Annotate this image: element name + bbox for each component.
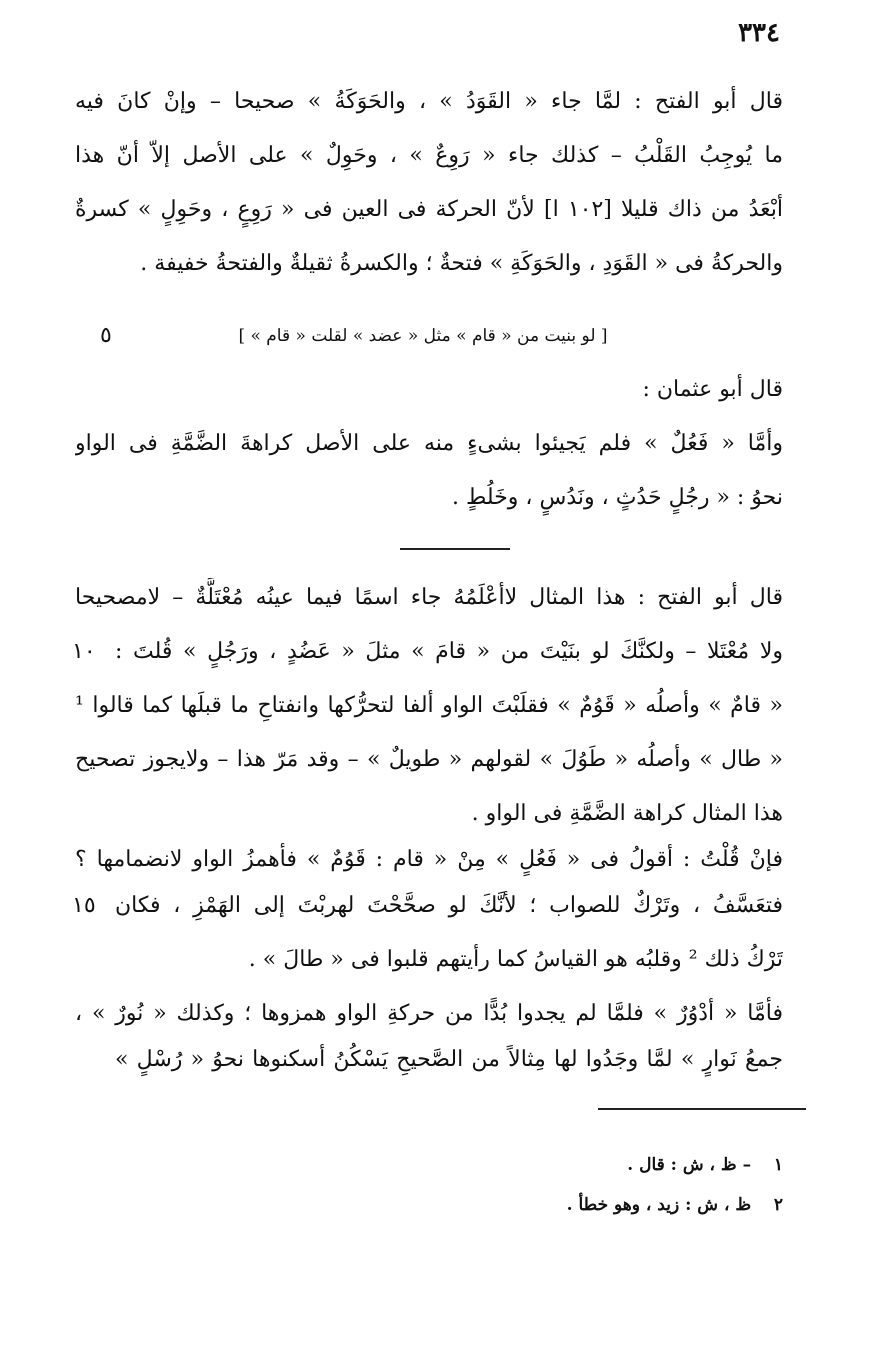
text-line: « قامٌ » وأصلُه « قَوُمٌ » فقلَبْتَ الواو ألفا لتحرُّكها وانفتاحِ ما قبلَها كما قالوا ¹ [75,693,783,718]
footnote-text: – ظ ، ش : قال . [627,1155,752,1175]
line-number: ٥ [100,323,112,348]
line-number: ١٥ [72,893,96,918]
footnote [567,1190,783,1220]
footnote-text: ظ ، ش : زيد ، وهو خطأ . [566,1195,752,1215]
text-line: ما يُوجِبُ القَلْبُ – كذلك جاء « رَوِعٌ » ، وحَوِلٌ » على الأصل إلاّ أنّ هذا [75,143,783,168]
line-number: ١٠ [72,639,96,664]
text-line: جمعُ نَوارٍ » لمَّا وجَدُوا لها مِثالاً من الصَّحيحِ يَسْكُنُ أسكنوها نحوُ « رُسْلٍ » [115,1047,783,1072]
section-divider [400,548,510,550]
footnote-number: ٢ [773,1195,783,1215]
footnote-number: ١ [773,1155,783,1175]
text-line: قال أبو الفتح : لمَّا جاء « القَوَدُ » ، والحَوَكَةُ » صحيحا – وإنْ كانَ فيه [75,89,783,114]
page-number: ٣٣٤ [738,18,780,48]
text-line: والحركةُ فى « القَوَدِ ، والحَوَكَةِ » فتحةٌ ؛ والكسرةُ ثقيلةٌ والفتحةُ خفيفة . [140,251,783,276]
text-line: أبْعَدُ من ذاك قليلا [١٠٢ ا] لأنّ الحركة فى العين فى « رَوِعٍ ، وحَوِلٍ » كسرةٌ [75,197,783,222]
text-line: ولا مُعْتَلا – ولكنَّكَ لو بنَيْتَ من « قامَ » مثلَ « عَضُدٍ ، ورَجُلٍ » قُلتَ : [115,639,783,664]
footnote [627,1150,783,1180]
text-line: وأمَّا « فَعُلٌ » فلم يَجيئوا بشىءٍ منه على الأصل كراهةَ الضَّمَّةِ فى الواو [75,431,783,456]
text-line: فأمَّا « أدْوُرٌ » فلمَّا لم يجدوا بُدًّا من حركةِ الواو همزوها ؛ وكذلك « نُورٌ » ، [75,1001,783,1026]
text-line: نحوُ : « رجُلٍ حَدُثٍ ، ونَدُسٍ ، وخَلُطٍ . [452,485,783,510]
text-line: « طال » وأصلُه « طَوُلَ » لقولهم « طويلٌ » – وقد مَرّ هذا – ولايجوز تصحيح [75,747,783,772]
text-line: هذا المثال كراهة الضَّمَّةِ فى الواو . [471,801,783,826]
text-line: فتعَسَّفُ ، وتَرْكٌ للصواب ؛ لأنَّكَ لو صحَّحْتَ لهربْتَ إلى الهَمْزِ ، فكان [115,893,783,918]
text-line: تَرْكُ ذلك ² وقلبُه هو القياسُ كما رأيتهم قلبوا فى « طالَ » . [248,947,783,972]
footnote-divider [598,1108,806,1110]
speaker-label: قال أبو عثمان : [642,377,783,402]
text-line: قال أبو الفتح : هذا المثال لاأعْلَمُهُ جاء اسمًا فيما عينُه مُعْتَلَّةٌ – لامصحيحا [75,585,783,610]
section-header: [ لو بنيت من « قام » مثل « عضد » لقلت « قام » ] [238,326,608,346]
text-line: فإنْ قُلْتُ : أقولُ فى « فَعُلٍ » مِنْ « قام : قَوُمٌ » فأهمزُ الواو لانضمامها ؟ [75,847,783,872]
